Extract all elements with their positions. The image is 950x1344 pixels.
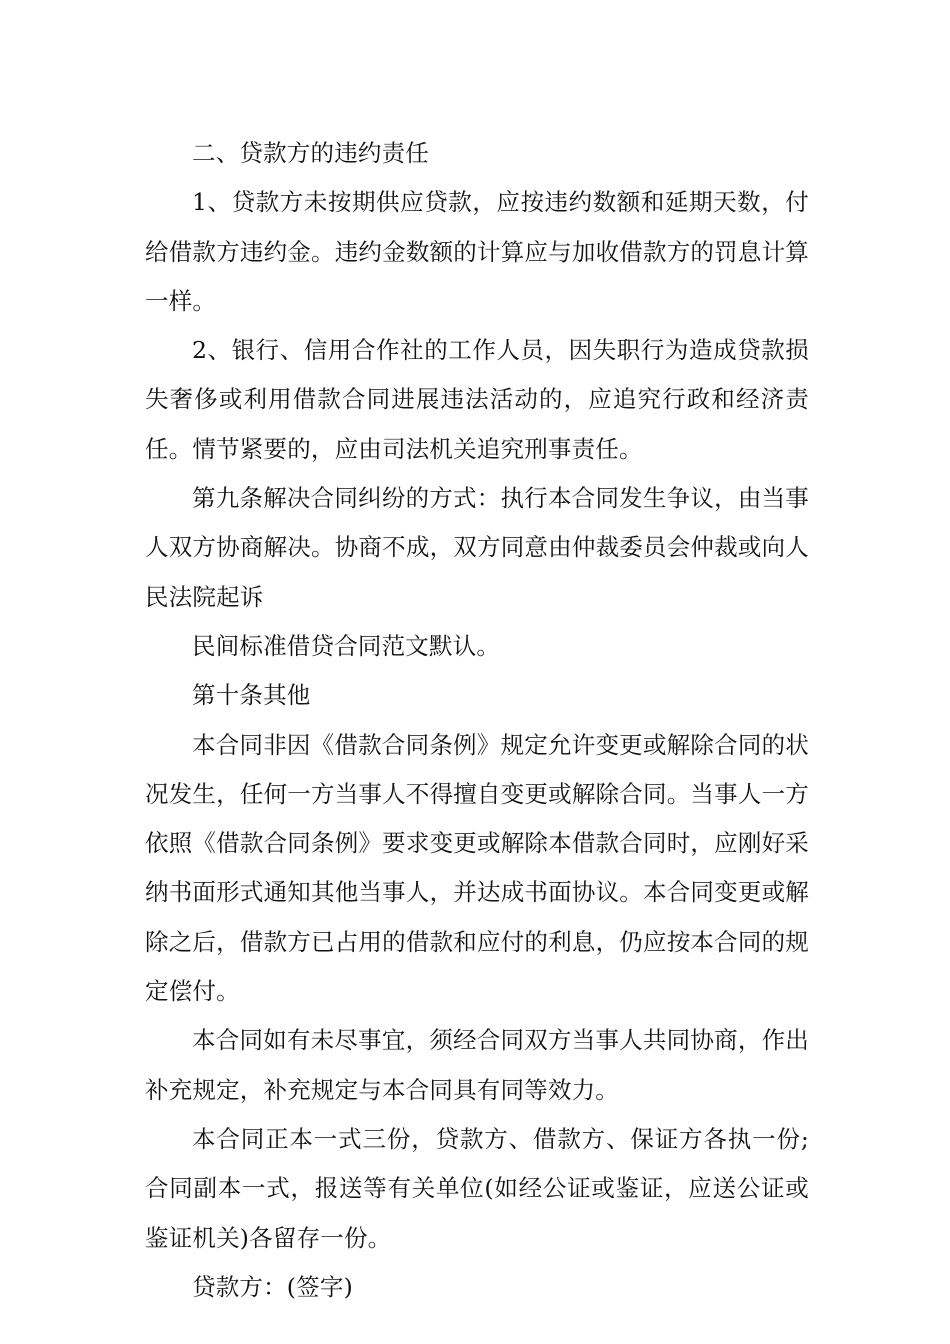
- paragraph-supplementary-provisions: 本合同如有未尽事宜，须经合同双方当事人共同协商，作出补充规定，补充规定与本合同具有同等效力。: [145, 1026, 809, 1104]
- paragraph-contract-modification: 本合同非因《借款合同条例》规定允许变更或解除合同的状况发生，任何一方当事人不得擅自变更或解除合同。当事人一方依照《借款合同条例》要求变更或解除本借款合同时，应刚好采纳书面形式通知其他当事人，并达成书面协议。本合同变更或解除之后，借款方已占用的借款和应付的利息，仍应按本合同的规定偿付。: [145, 730, 809, 1006]
- paragraph-template-note: 民间标准借贷合同范文默认。: [192, 631, 501, 660]
- document-body: [145, 129, 809, 1312]
- paragraph-staff-negligence: 2、银行、信用合作社的工作人员，因失职行为造成贷款损失奢侈或利用借款合同进展违法活动的，应追究行政和经济责任。情节紧要的，应由司法机关追究刑事责任。: [145, 336, 809, 463]
- paragraph-lender-late-supply: 1、贷款方未按期供应贷款，应按违约数额和延期天数，付给借款方违约金。违约金数额的计算应与加收借款方的罚息计算一样。: [145, 188, 809, 315]
- section-heading-lender-liability: 二、贷款方的违约责任: [192, 139, 429, 167]
- paragraph-article-nine-dispute: 第九条解决合同纠纷的方式：执行本合同发生争议，由当事人双方协商解决。协商不成，双方同意由仲裁委员会仲裁或向人民法院起诉: [145, 484, 809, 611]
- section-heading-article-ten: 第十条其他: [192, 681, 311, 710]
- paragraph-contract-copies: 本合同正本一式三份，贷款方、借款方、保证方各执一份;合同副本一式，报送等有关单位(如经公证或鉴证，应送公证或鉴证机关)各留存一份。: [145, 1124, 809, 1252]
- signature-line-lender: 贷款方：(签字): [192, 1272, 353, 1301]
